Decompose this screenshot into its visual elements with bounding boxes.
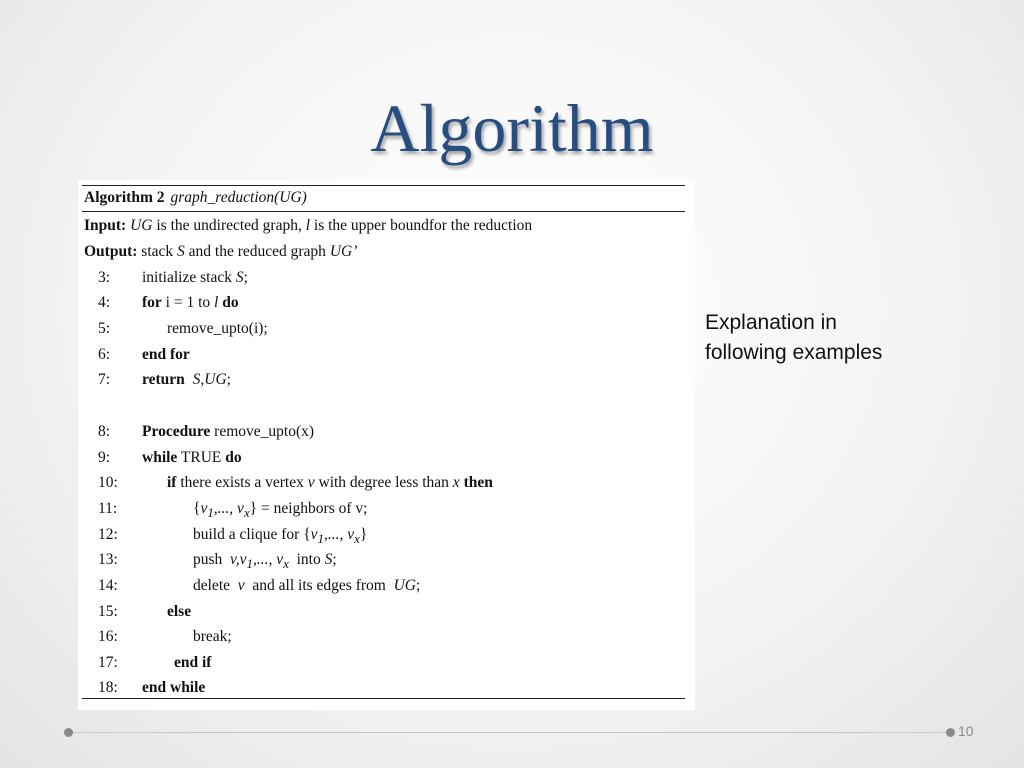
code-var: UG [393,577,416,594]
line-number: 18: [98,679,118,696]
code-text: } [359,526,368,543]
footer-rule [68,732,954,733]
code-keyword: do [218,294,239,311]
code-var: v [276,551,284,568]
algorithm-signature: graph_reduction(UG) [170,189,307,206]
line-number: 13: [98,551,118,568]
code-var: l [214,294,219,311]
code-subscript: 1 [317,531,324,547]
line-code [142,423,314,441]
line-number: 6: [98,346,111,363]
output-s: S [177,243,185,260]
line-number: 10: [98,474,118,491]
algorithm-input-line [84,217,532,235]
code-text: initialize stack [142,269,236,286]
code-keyword: else [167,603,192,620]
line-number: 9: [98,449,111,466]
code-subscript: x [354,531,360,547]
output-label: Output: [84,243,138,260]
line-code [193,526,367,547]
input-ug: UG [130,217,153,234]
code-text: ; [226,371,231,388]
output-text-2: and the reduced graph [184,243,330,260]
line-number: 12: [98,526,118,543]
output-text-1: stack [137,243,178,260]
code-var: v [347,526,355,543]
code-text: into [288,551,325,568]
code-text: TRUE [177,449,226,466]
code-subscript: x [243,505,250,521]
algorithm-output-line [84,243,357,261]
line-code: remove_upto(i); [167,320,268,337]
code-text: and all its edges from [244,577,394,594]
code-text: ,..., [213,500,238,517]
code-text: i = 1 to [161,294,215,311]
code-keyword: then [459,474,493,491]
line-code [142,449,242,467]
side-note: Explanation in following examples [705,311,883,364]
line-code [193,551,337,572]
input-text-2: is the upper boundfor the reduction [310,217,533,234]
code-var: v [237,500,244,517]
line-number: 7: [98,371,111,388]
line-code [193,500,367,521]
code-var: v [310,526,318,543]
code-keyword: if [167,474,177,491]
algorithm-header [84,189,307,207]
code-text: there exists a vertex [176,474,308,491]
input-text-1: is the undirected graph, [152,217,306,234]
code-var: v,v [230,551,247,568]
code-var: S [324,551,333,568]
code-text: ; [416,577,421,594]
code-var: v [307,474,315,491]
line-number: 3: [98,269,111,286]
code-keyword: end for [142,346,190,363]
code-text: } = neighbors of v; [249,500,368,517]
line-code [142,371,231,389]
code-text: ; [332,551,337,568]
line-number: 5: [98,320,111,337]
code-keyword: end if [174,654,212,671]
algorithm-bottom-rule [82,698,685,699]
code-subscript: 1 [207,505,214,521]
code-subscript: x [283,556,289,572]
code-var: S,UG [188,371,227,388]
code-text: ; [243,269,248,286]
code-var: x [452,474,460,491]
code-text: with degree less than [314,474,453,491]
code-text: push [193,551,231,568]
slide-title: Algorithm [370,90,654,166]
code-keyword: return [142,371,185,388]
code-keyword: while [142,449,178,466]
line-number: 11: [98,500,118,517]
code-text: delete [193,577,238,594]
footer-dot-left [64,728,73,737]
algorithm-label: Algorithm 2 [84,189,165,206]
line-number: 4: [98,294,111,311]
line-code [142,269,248,287]
algorithm-header-rule [82,211,685,212]
line-code [142,294,239,312]
line-number: 14: [98,577,118,594]
code-keyword: end while [142,679,206,696]
code-keyword: Procedure [142,423,211,440]
code-text: ,..., [252,551,277,568]
code-subscript: 1 [246,556,253,572]
code-keyword: do [225,449,242,466]
code-keyword: for [142,294,162,311]
line-number: 16: [98,628,118,645]
line-code [193,577,420,595]
code-var: v [237,577,245,594]
input-label: Input: [84,217,127,234]
algorithm-top-rule [82,185,685,186]
footer-dot-right [946,728,955,737]
line-number: 8: [98,423,111,440]
algorithm-figure [78,180,695,710]
code-text: build a clique for { [193,526,311,543]
line-code: break; [193,628,232,645]
code-text: remove_upto(x) [210,423,315,440]
line-code [167,474,493,492]
code-text: ,..., [323,526,348,543]
code-var: v [200,500,208,517]
code-var: S [235,269,244,286]
page-number: 10 [958,723,974,739]
line-number: 15: [98,603,118,620]
line-number: 17: [98,654,118,671]
output-ug: UG’ [329,243,358,260]
code-text: { [193,500,201,517]
input-l: l [305,217,311,234]
